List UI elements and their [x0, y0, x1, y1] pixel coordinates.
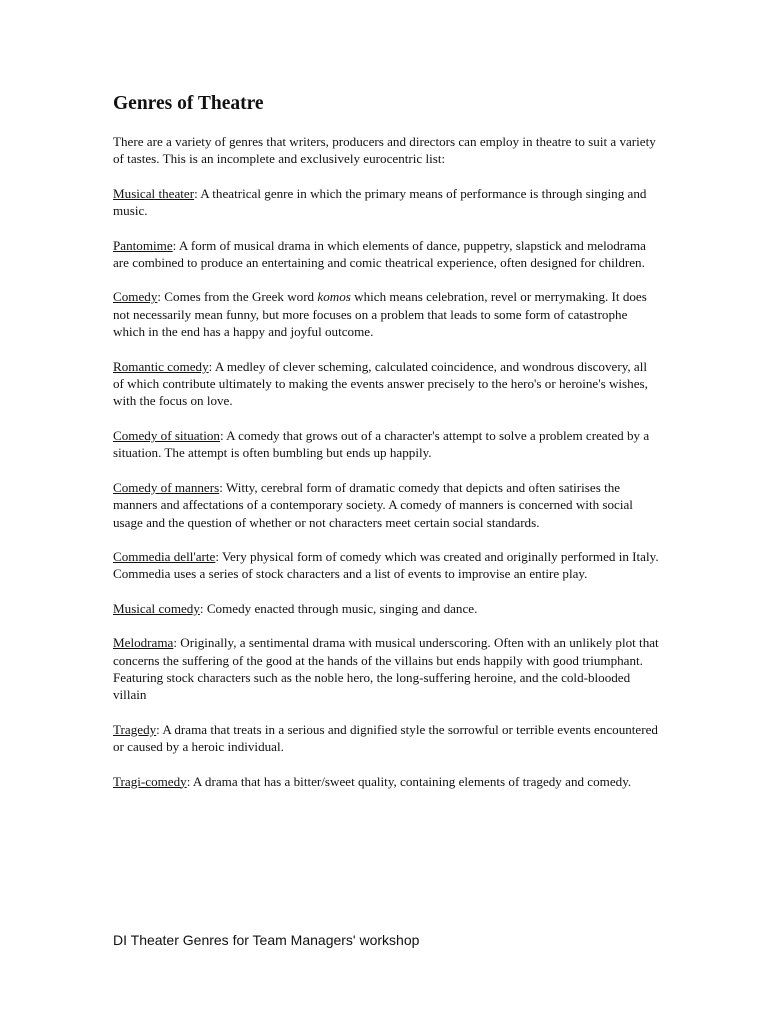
term-separator: :: [199, 600, 207, 616]
genre-definition-italic-word: komos: [317, 289, 351, 305]
page-title: Genres of Theatre: [113, 93, 264, 114]
genre-term: Comedy of situation: [113, 427, 220, 443]
term-separator: :: [156, 721, 163, 737]
genre-term: Tragedy: [113, 721, 157, 737]
genre-definition: A theatrical genre in which the primary means of performance is through singing and music.: [113, 185, 647, 219]
genre-definition: A comedy that grows out of a character's attempt to solve a problem created by a situation. The attempt is often bumbling but ends up happily.: [113, 427, 650, 461]
genre-definition: A drama that has a bitter/sweet quality, containing elements of tragedy and comedy.: [192, 773, 632, 789]
genre-entry-romantic-comedy: [113, 358, 661, 410]
genre-term: Commedia dell'arte: [113, 548, 216, 564]
genre-entry-comedy-of-situation: [113, 427, 661, 462]
genre-definition: A form of musical drama in which elements of dance, puppetry, slapstick and melodrama are combined to produce an entertaining and comic theatrical experience, often designed for children.: [113, 237, 646, 271]
term-separator: :: [219, 427, 227, 443]
genre-entry-musical-comedy: [113, 600, 661, 617]
genre-term: Comedy of manners: [113, 479, 220, 495]
genre-definition-start: Comes from the Greek word: [164, 289, 318, 305]
term-separator: :: [215, 548, 223, 564]
term-separator: :: [194, 185, 201, 201]
genre-term: Melodrama: [113, 635, 174, 651]
genre-entry-musical-theater: [113, 185, 661, 220]
genre-definition: Witty, cerebral form of dramatic comedy that depicts and often satirises the manners and affectations of a contemporary society. A comedy of manners is concerned with social usage and the question of whether or not characters meet certain social standards.: [113, 479, 633, 530]
term-separator: :: [173, 635, 181, 651]
genre-definition: A drama that treats in a serious and dignified style the sorrowful or terrible events encountered or caused by a heroic individual.: [113, 721, 658, 755]
genre-definition-end: which means celebration, revel or merrymaking. It does not necessarily mean funny, but more focuses on a problem that leads to some form of catastrophe which in the end has a happy and joyful outcome.: [113, 289, 647, 340]
genre-term: Musical theater: [113, 185, 195, 201]
document-page: [113, 92, 661, 807]
page-footer: DI Theater Genres for Team Managers' workshop: [113, 932, 420, 948]
term-separator: :: [186, 773, 193, 789]
genre-entry-comedy: [113, 288, 661, 340]
genre-entry-commedia-dellarte: [113, 548, 661, 583]
genre-entry-melodrama: [113, 634, 661, 704]
genre-term: Romantic comedy: [113, 358, 209, 374]
term-separator: :: [157, 289, 165, 305]
term-separator: :: [172, 237, 179, 253]
genre-definition: Originally, a sentimental drama with musical underscoring. Often with an unlikely plot that concerns the suffering of the good at the hands of the villains but ends happily with good triumphant. Featuring stock characters such as the noble hero, the long-suffering heroine, and the cold-blooded villain: [113, 635, 659, 703]
genre-term: Tragi-comedy: [113, 773, 187, 789]
intro-paragraph: There are a variety of genres that writers, producers and directors can employ in theatre to suit a variety of tastes. This is an incomplete and exclusively eurocentric list:: [113, 134, 656, 167]
genre-entry-tragi-comedy: [113, 773, 661, 790]
genre-term: Musical comedy: [113, 600, 200, 616]
genre-definition: Very physical form of comedy which was created and originally performed in Italy. Commedia uses a series of stock characters and a list of events to improvise an entire play.: [113, 548, 659, 582]
genre-term: Comedy: [113, 289, 158, 305]
genre-term: Pantomime: [113, 237, 173, 253]
genre-entry-tragedy: [113, 721, 661, 756]
genre-definition: A medley of clever scheming, calculated coincidence, and wondrous discovery, all of which contribute ultimately to making the events answer precisely to the hero's or heroine's wishes, with the focus on love.: [113, 358, 648, 409]
genre-entry-pantomime: [113, 237, 661, 272]
genre-entry-comedy-of-manners: [113, 479, 661, 531]
term-separator: :: [208, 358, 215, 374]
term-separator: :: [219, 479, 226, 495]
genre-definition: Comedy enacted through music, singing and dance.: [206, 600, 478, 616]
